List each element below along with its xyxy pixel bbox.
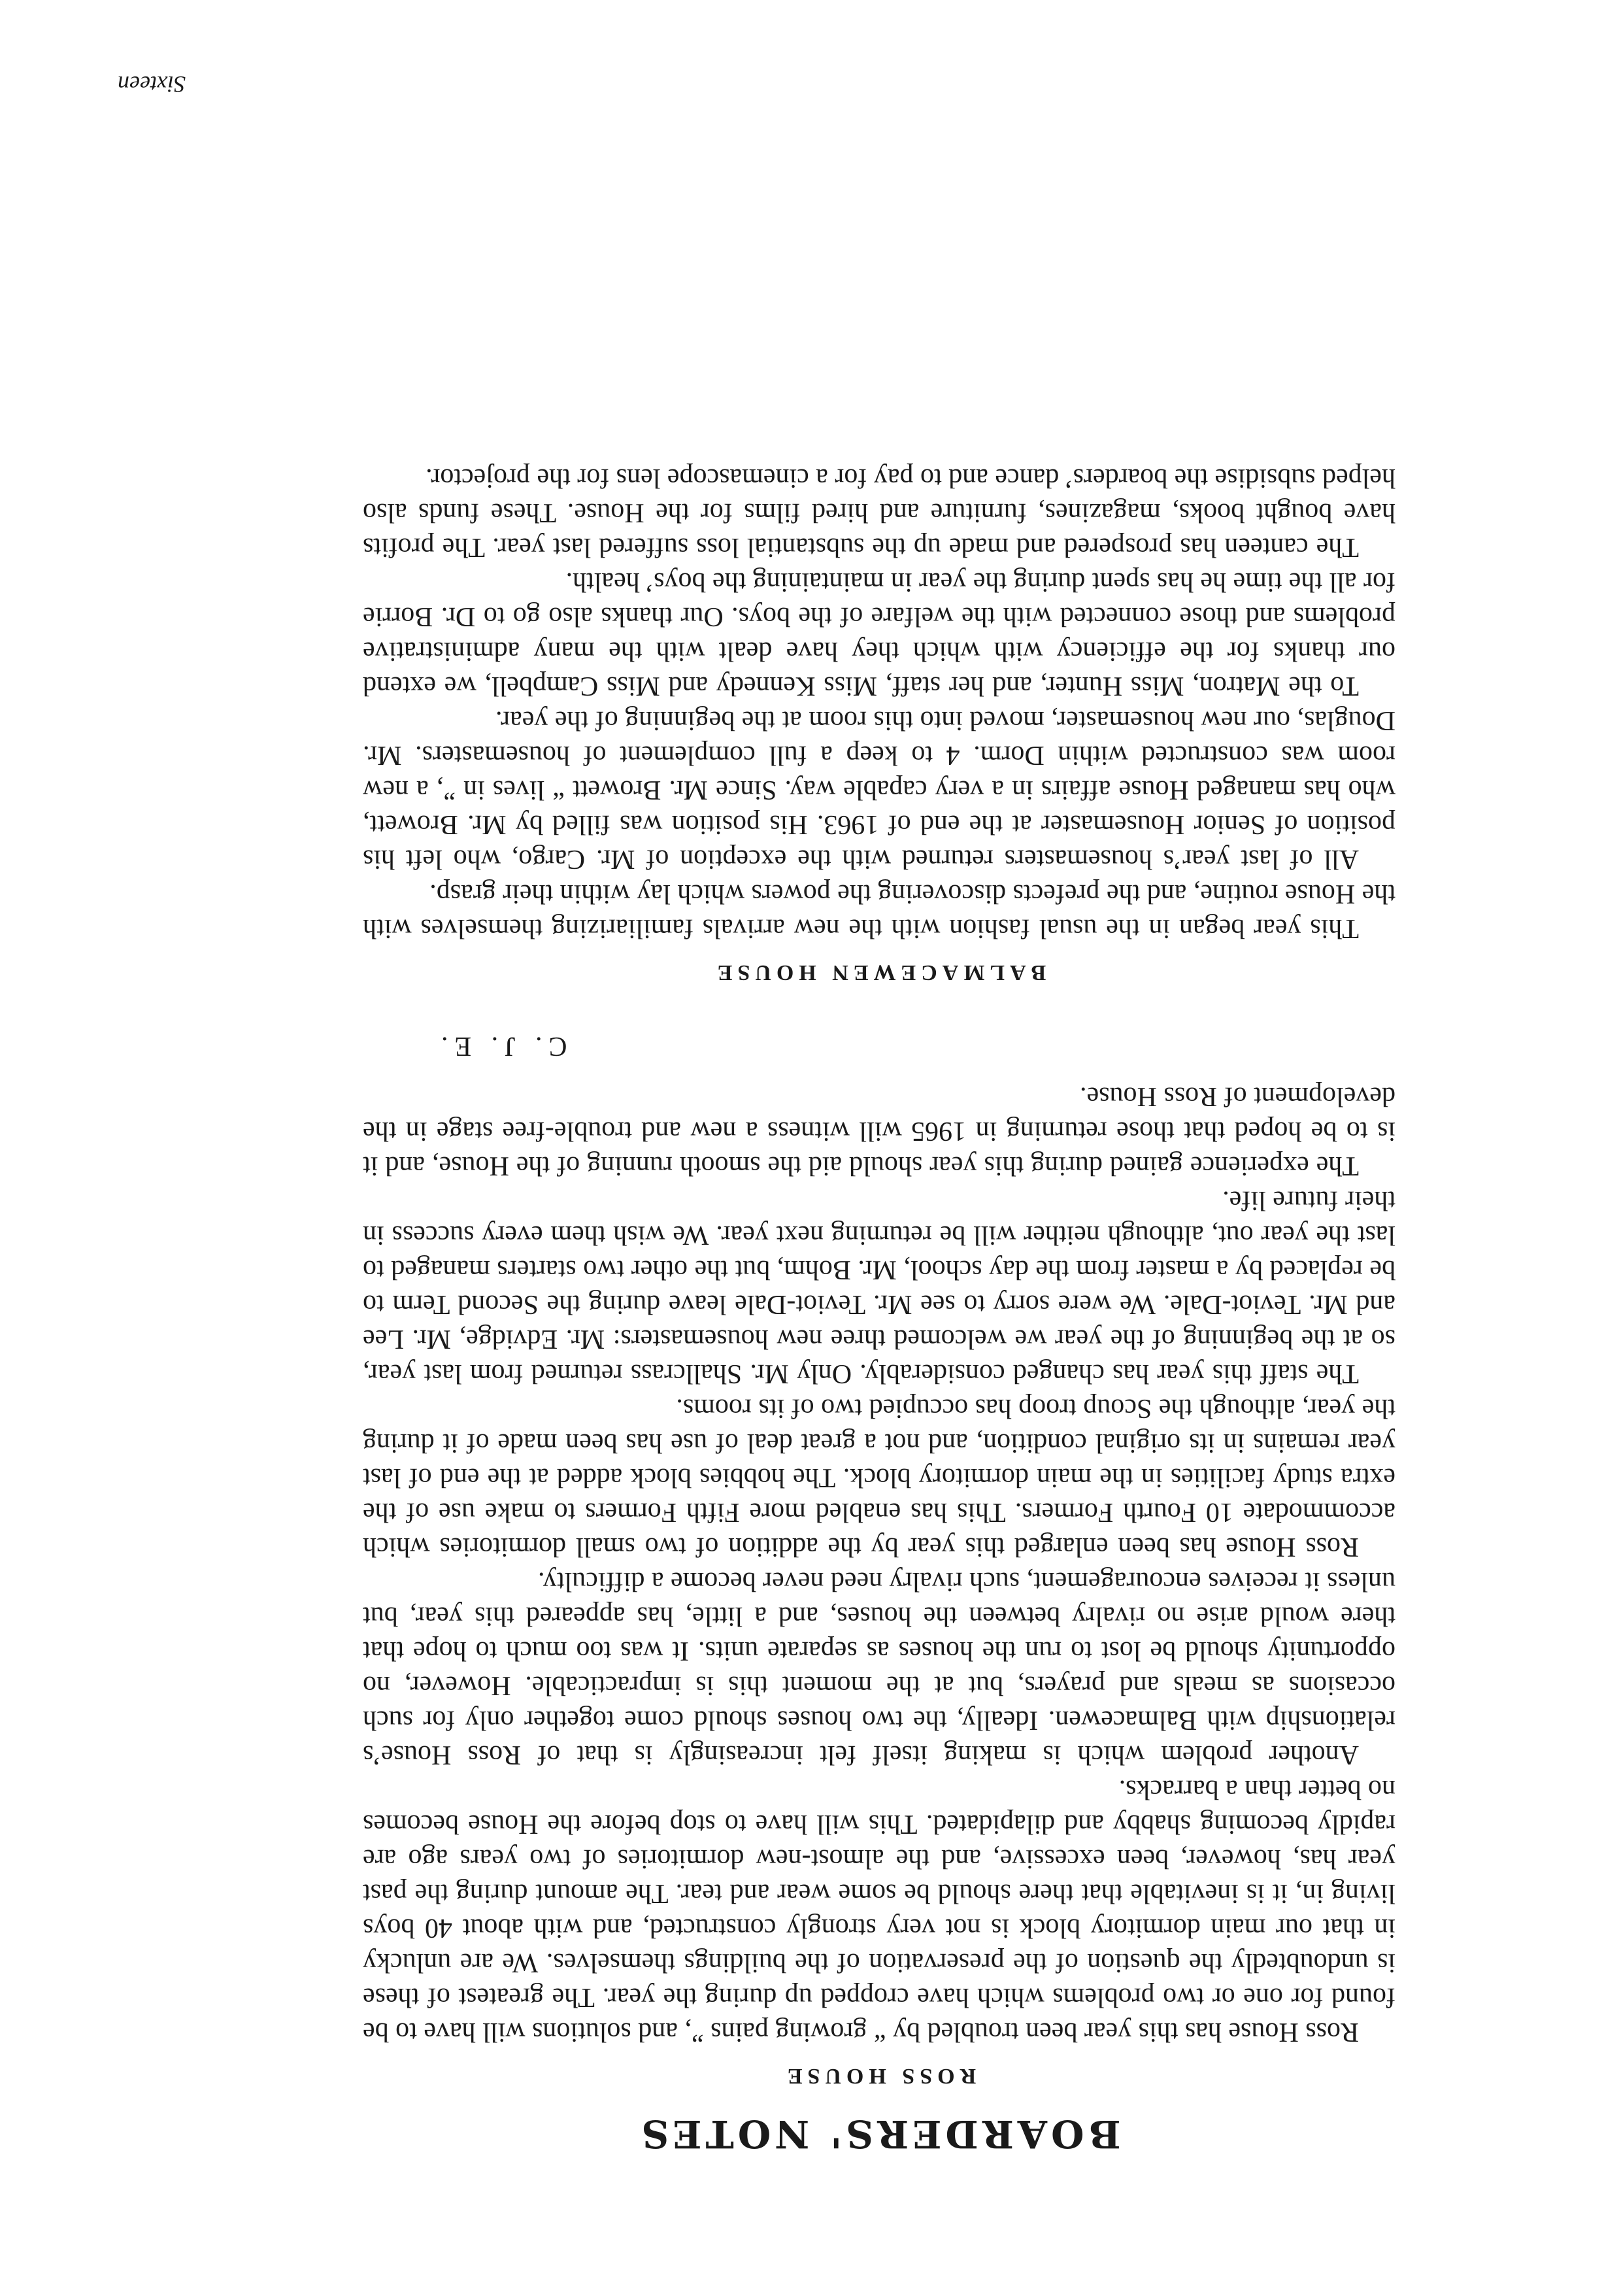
ross-paragraph-5: The experience gained during this year should aid the smooth running of the House, and it is to be hoped that those returning in 1965 will witness a new and trouble-free stage in the development of Ross House. bbox=[363, 1081, 1395, 1181]
ross-paragraph-4: The staff this year has changed considerably. Only Mr. Shallcrass returned from last year, so at the beginning of the year we welcomed three new housemasters: Mr. Edvidge, Mr. Lee and Mr. Teviot-Dale. We were sorry to see Mr. Teviot-Dale leave during the Second Term to be replaced by a master from the day school, Mr. Bohm, but the other two starters managed to last the year out, although neither will be returning next year. We wish them every success in their future life. bbox=[363, 1185, 1395, 1389]
ross-paragraph-3: Ross House has been enlarged this year by the addition of two small dormitories which accommodate 10 Fourth Formers. This has enabled more Fifth Formers to make use of the extra study facilities in the main dormitory block. The hobbies block added at the end of last year remains in its original condition, and not a great deal of use has been made of it during the year, although the Scoup troop has occupied two of its rooms. bbox=[363, 1393, 1395, 1562]
balmacewen-paragraph-2: All of last year’s housemasters returned with the exception of Mr. Cargo, who left his position of Senior Housemaster at the end of 1963. His position was filled by Mr. Browett, who has managed House affairs in a very capable way. Since Mr. Browett “ lives in ”, a new room was constructed within Dorm. 4 to keep a full complement of housemasters. Mr. Douglas, our new housemaster, moved into this room at the beginning of the year. bbox=[363, 705, 1395, 874]
text-column bbox=[363, 460, 1395, 2156]
ross-signature: C. J. E. bbox=[435, 1031, 567, 1061]
section-heading-balmacewen-house: BALMACEWEN HOUSE bbox=[712, 960, 1046, 985]
section-heading-ross-house: ROSS HOUSE bbox=[782, 2064, 977, 2088]
balmacewen-paragraph-3: To the Matron, Miss Hunter, and her staff, Miss Kennedy and Miss Campbell, we extend our thanks for the efficiency with which they have dealt with the many administrative problems and those connected with the welfare of the boys. Our thanks also go to Dr. Borrie for all the time he has spent during the year in maintaining the boys’ health. bbox=[363, 567, 1395, 701]
page-number: Sixteen bbox=[118, 71, 186, 97]
balmacewen-paragraph-4: The canteen has prospered and made up the substantial loss suffered last year. The profits have bought books, magazines, furniture and hired films for the House. These funds also helped subsidise the boarders’ dance and to pay for a cinemascope lens for the projector. bbox=[363, 463, 1395, 562]
ross-paragraph-2: Another problem which is making itself felt increasingly is that of Ross House’s relationship with Balmacewen. Ideally, the two houses should come together only for such occasions as meals and prayers, but at the moment this is impracticable. However, no opportunity should be lost to run the houses as separate units. It was too much to hope that there would arise no rivalry between the houses, and a little, has appeared this year, but unless it receives encouragement, such rivalry need never become a difficulty. bbox=[363, 1566, 1395, 1770]
ross-paragraph-1: Ross House has this year been troubled by “ growing pains ”, and solutions will have to be found for one or two problems which have cropped up during the year. The greatest of these is undoubtedly the question of the preservation of the buildings themselves. We are unlucky in that our main dormitory block is not very strongly constructed, and with about 40 boys living in, it is inevitable that there should be some wear and tear. The amount during the past year has, however, been excessive, and the almost-new dormitories of two years ago are rapidly becoming shabby and dilapidated. This will have to stop before the House becomes no better than a barracks. bbox=[363, 1774, 1395, 2047]
page-title: BOARDERS' NOTES bbox=[637, 2112, 1121, 2156]
balmacewen-paragraph-1: This year began in the usual fashion with the new arrivals familiarizing themselves with the House routine, and the prefects discovering the powers which lay within their grasp. bbox=[363, 879, 1395, 943]
